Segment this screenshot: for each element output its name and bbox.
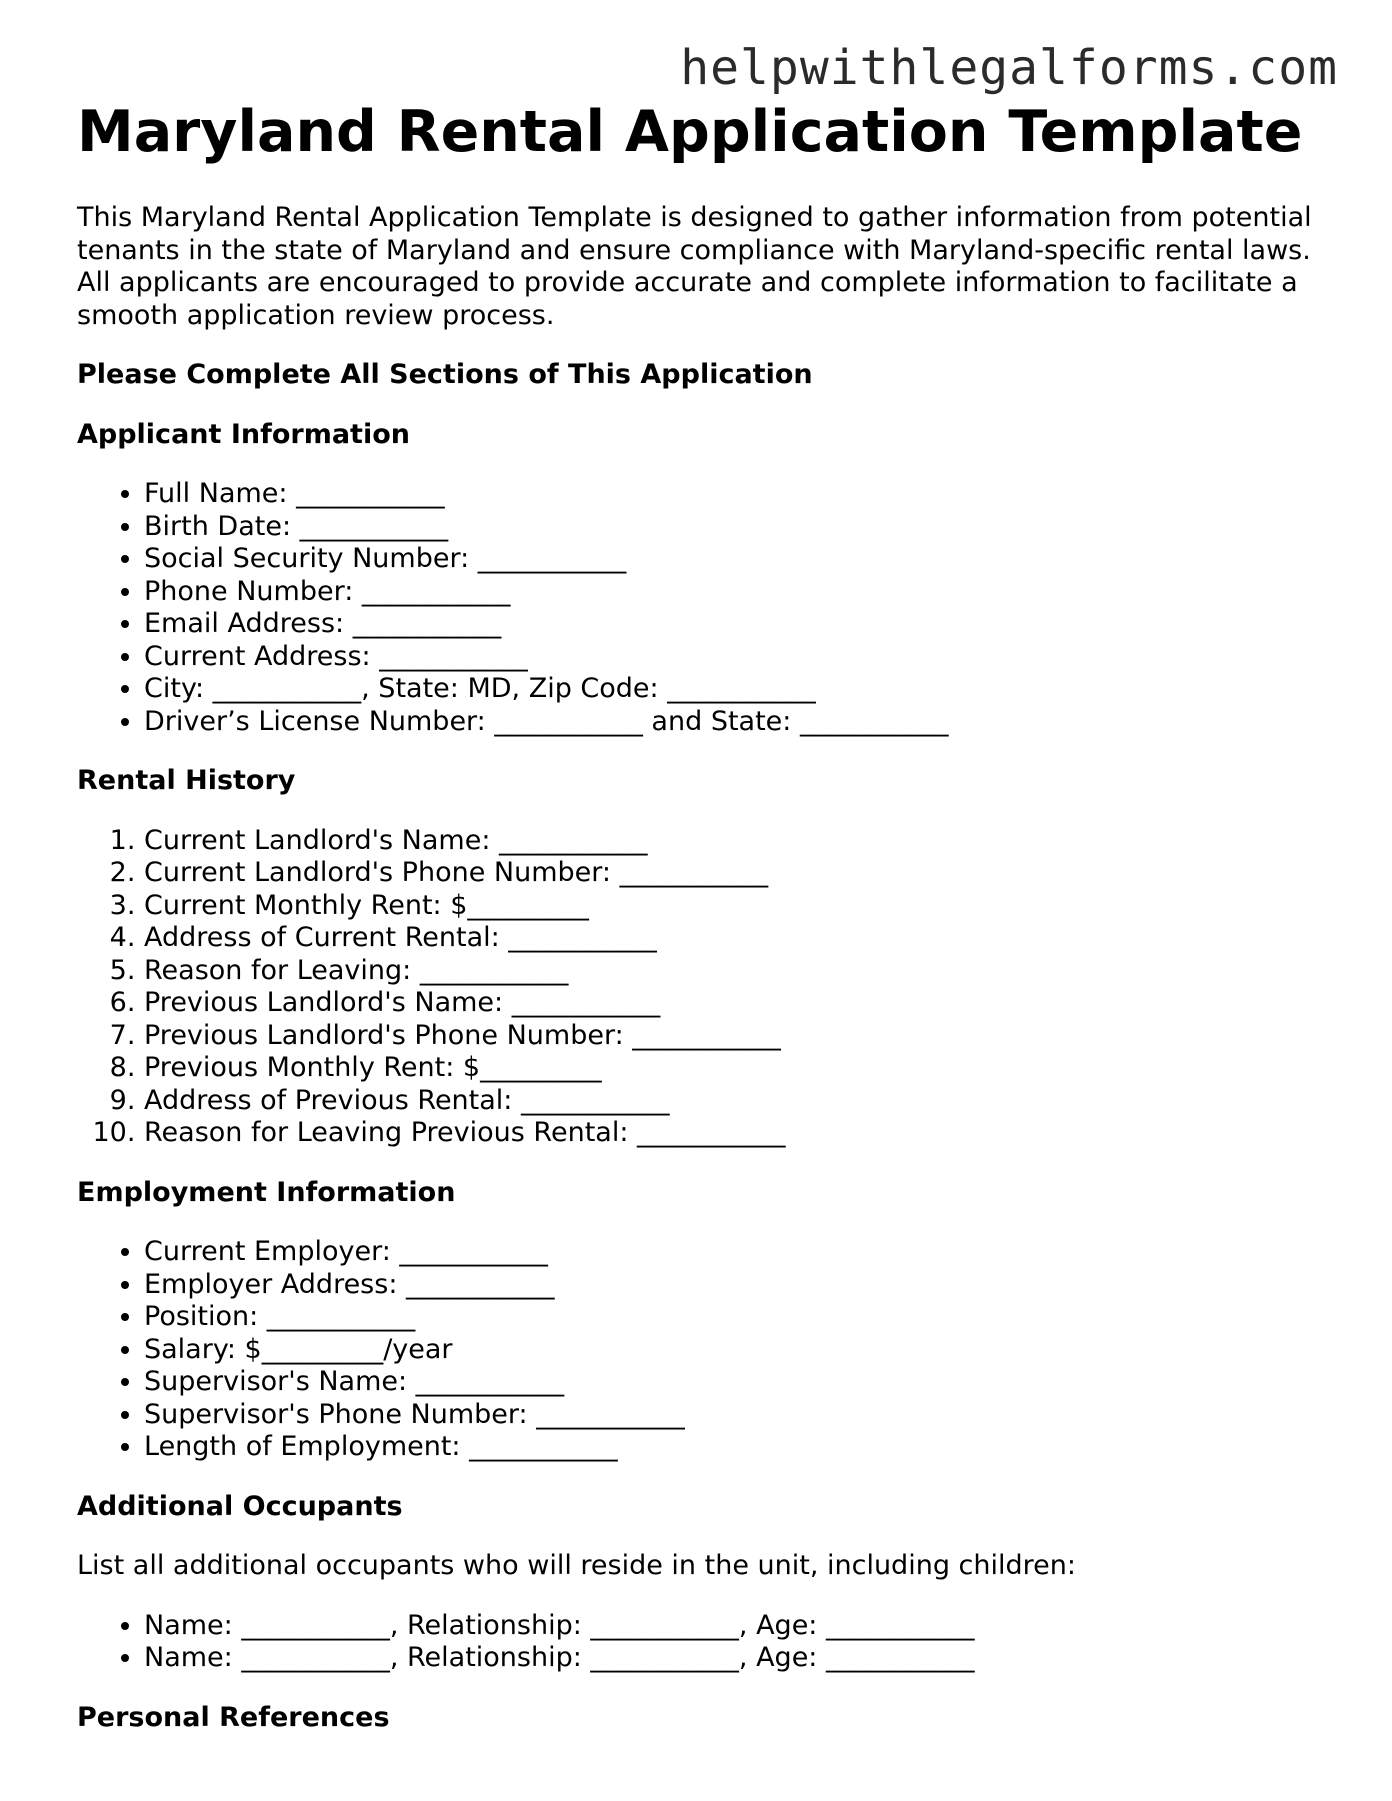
rental-field-reason-leaving: 5. Reason for Leaving: ___________ [144,955,1337,988]
rental-field-previous-rent: 8. Previous Monthly Rent: $_________ [144,1052,1337,1085]
applicant-field-drivers-license: • Driver’s License Number: ___________ and State: ___________ [144,706,1337,739]
occupants-list [77,1610,1337,1675]
page-title: Maryland Rental Application Template [77,99,1303,165]
rental-field-current-landlord-phone: 2. Current Landlord's Phone Number: ___________ [144,857,1337,890]
applicant-field-phone: • Phone Number: ___________ [144,576,1337,609]
rental-field-previous-landlord-phone: 7. Previous Landlord's Phone Number: ___________ [144,1020,1337,1053]
employment-field-supervisor-name: • Supervisor's Name: ___________ [144,1366,1337,1399]
occupants-section [77,1491,1337,1675]
document-page [77,96,1337,1761]
employment-field-employer-address: • Employer Address: ___________ [144,1269,1337,1302]
applicant-section [77,419,1337,739]
intro-paragraph: This Maryland Rental Application Template is designed to gather information from potential tenants in the state of Maryland and ensure compliance with Maryland-specific rental laws. All applicants are encouraged to provide accurate and complete information to facilitate a smooth application review process. [77,202,1312,331]
applicant-field-full-name: • Full Name: ___________ [144,478,1337,511]
rental-history-section [77,765,1337,1150]
rental-field-previous-reason-leaving: 10. Reason for Leaving Previous Rental: ___________ [144,1117,1337,1150]
employment-field-position: • Position: ___________ [144,1301,1337,1334]
applicant-field-ssn: • Social Security Number: ___________ [144,543,1337,576]
occupant-row: • Name: ___________, Relationship: ___________, Age: ___________ [144,1642,1337,1675]
employment-field-employer: • Current Employer: ___________ [144,1236,1337,1269]
references-heading: Personal References [77,1701,390,1733]
applicant-field-city-state-zip: • City: ___________, State: MD, Zip Code: ___________ [144,673,1337,706]
employment-field-supervisor-phone: • Supervisor's Phone Number: ___________ [144,1399,1337,1432]
applicant-heading: Applicant Information [77,418,410,450]
occupants-heading: Additional Occupants [77,1490,403,1522]
employment-field-length: • Length of Employment: ___________ [144,1431,1337,1464]
employment-list [77,1236,1337,1464]
rental-field-previous-landlord-name: 6. Previous Landlord's Name: ___________ [144,987,1337,1020]
employment-heading: Employment Information [77,1176,456,1208]
references-section [77,1702,1337,1735]
rental-field-current-address: 4. Address of Current Rental: ___________ [144,922,1337,955]
occupants-lead: List all additional occupants who will reside in the unit, including children: [77,1550,1076,1581]
applicant-list [77,478,1337,738]
watermark: helpwithlegalforms.com [680,40,1338,96]
rental-history-list [77,825,1337,1150]
applicant-field-birth-date: • Birth Date: ___________ [144,511,1337,544]
rental-history-heading: Rental History [77,765,296,796]
applicant-field-address: • Current Address: ___________ [144,641,1337,674]
occupant-row: • Name: ___________, Relationship: ___________, Age: ___________ [144,1610,1337,1643]
rental-field-current-rent: 3. Current Monthly Rent: $_________ [144,890,1337,923]
rental-field-current-landlord-name: 1. Current Landlord's Name: ___________ [144,825,1337,858]
employment-section [77,1177,1337,1464]
instruction-heading: Please Complete All Sections of This Application [77,359,813,390]
employment-field-salary: • Salary: $_________/year [144,1334,1337,1367]
rental-field-previous-address: 9. Address of Previous Rental: ___________ [144,1085,1337,1118]
applicant-field-email: • Email Address: ___________ [144,608,1337,641]
